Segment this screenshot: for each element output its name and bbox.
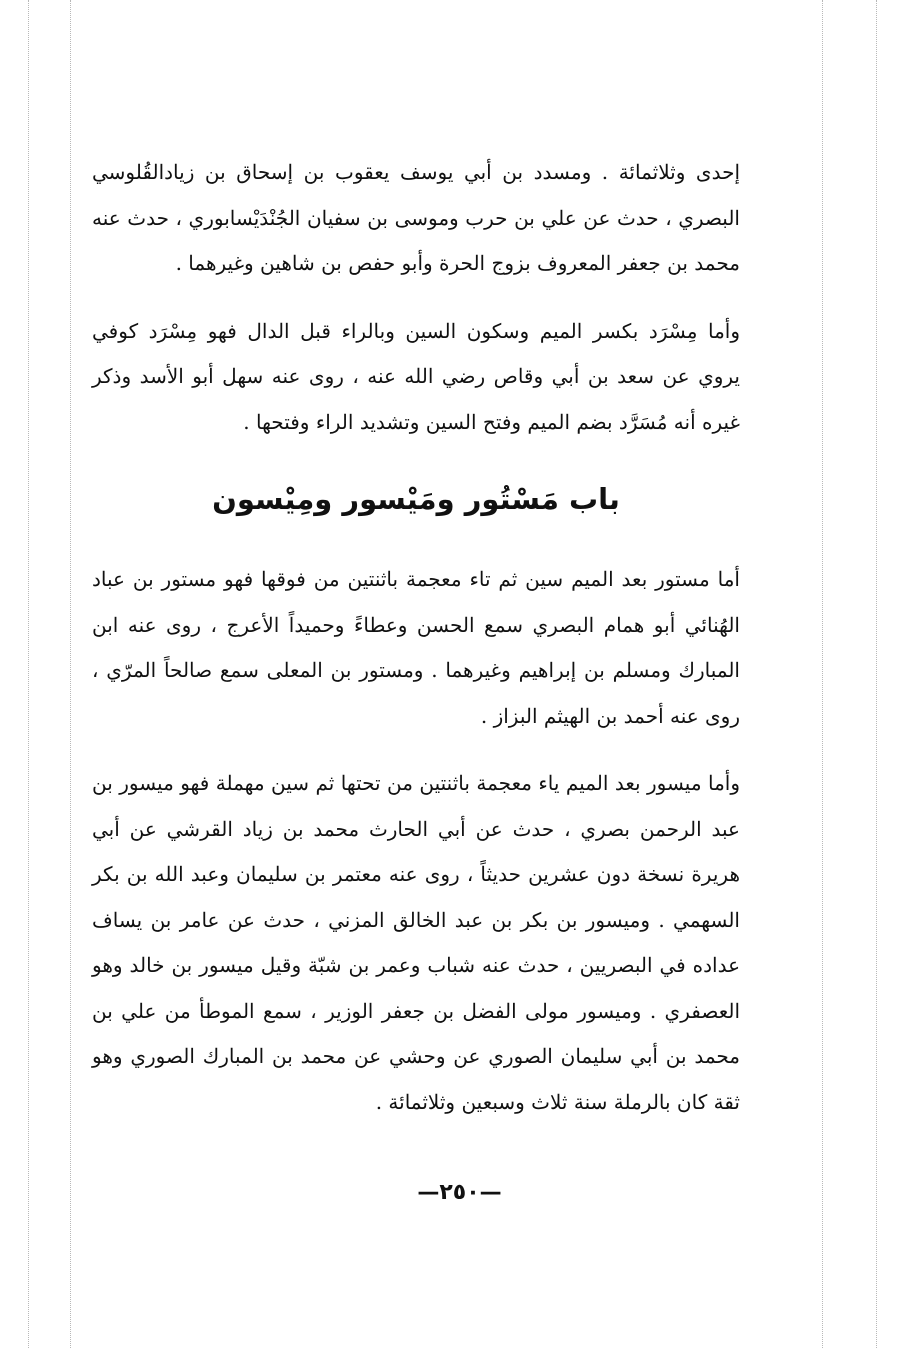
paragraph-mastur: أما مستور بعد الميم سين ثم تاء معجمة باثنتين من فوقها فهو مستور بن عباد الهُنائي أبو همام البصري سمع الحسن وعطاءً وحميداً الأعرج ، روى عنه ابن المبارك ومسلم بن إبراهيم وغيرهما . ومستور بن المعلى سمع صالحاً المرّي ، روى عنه أحمد بن الهيثم البزاز . <box>92 567 740 728</box>
right-margin-dotted-guide <box>822 0 823 1348</box>
page-body <box>92 150 740 1125</box>
section-heading: باب مَسْتُور ومَيْسور ومِيْسون <box>212 482 620 516</box>
right-margin-dotted-guide <box>876 0 877 1348</box>
paragraph-misrad: وأما مِسْرَد بكسر الميم وسكون السين وبالراء قبل الدال فهو مِسْرَد كوفي يروي عن سعد بن أبي وقاص رضي الله عنه ، روى عنه سهل أبو الأسد وذكر غيره أنه مُسَرَّد بضم الميم وفتح السين وتشديد الراء وفتحها . <box>92 318 740 434</box>
left-margin-dotted-guide <box>70 0 71 1348</box>
page-number: —٢٥٠— <box>417 1180 502 1205</box>
paragraph-maysur: وأما ميسور بعد الميم ياء معجمة باثنتين من تحتها ثم سين مهملة فهو ميسور بن عبد الرحمن بصري ، حدث عن أبي الحارث محمد بن زياد القرشي عن أبي هريرة نسخة دون عشرين حديثاً ، روى عنه معتمر بن سليمان وعبد الله بن بكر السهمي . وميسور بن بكر بن عبد الخالق المزني ، حدث عن عامر بن يساف عداده في البصريين ، حدث عنه شباب وعمر بن شبّة وقيل ميسور بن خالد وهو العصفري . وميسور مولى الفضل بن جعفر الوزير ، سمع الموطأ من علي بن محمد بن أبي سليمان الصوري عن وحشي عن محمد بن المبارك الصوري وهو ثقة كان بالرملة سنة ثلاث وسبعين وثلاثمائة . <box>92 771 740 1114</box>
left-margin-dotted-guide <box>28 0 29 1348</box>
paragraph-musaddad: إحدى وثلاثمائة . ومسدد بن أبي يوسف يعقوب بن إسحاق بن زيادالقُلوسي البصري ، حدث عن علي بن حرب وموسى بن سفيان الجُنْدَيْسابوري ، حدث عنه محمد بن جعفر المعروف بزوج الحرة وأبو حفص بن شاهين وغيرهما . <box>92 160 740 275</box>
